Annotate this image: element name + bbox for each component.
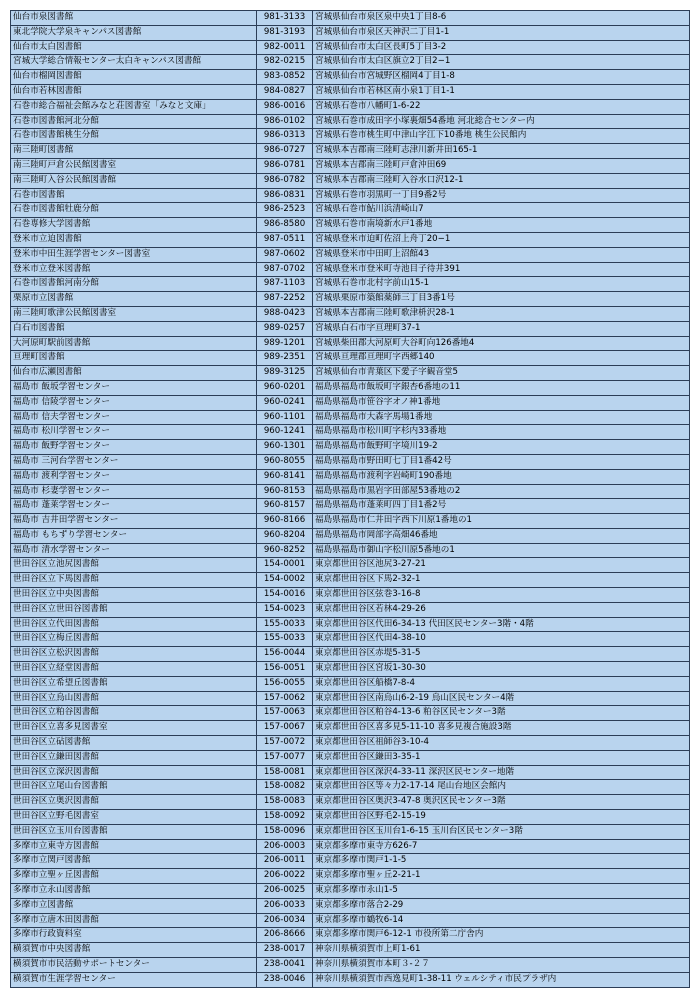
table-row: [11, 943, 690, 958]
address-cell: 宮城県石巻市北村字前山15-1: [313, 277, 690, 292]
postal-code-cell: 960-8153: [257, 484, 313, 499]
postal-code-cell: 960-1301: [257, 440, 313, 455]
postal-code-cell: 987-1103: [257, 277, 313, 292]
table-row: [11, 11, 690, 26]
library-name-cell: 世田谷区立深沢図書館: [11, 765, 257, 780]
postal-code-cell: 989-2351: [257, 351, 313, 366]
library-name-cell: 南三陸町入谷公民館図書館: [11, 173, 257, 188]
postal-code-cell: 960-1241: [257, 425, 313, 440]
library-name-cell: 登米市立登米図書館: [11, 262, 257, 277]
table-row: [11, 454, 690, 469]
postal-code-cell: 986-0102: [257, 114, 313, 129]
postal-code-cell: 206-0022: [257, 869, 313, 884]
postal-code-cell: 986-0781: [257, 158, 313, 173]
library-name-cell: 仙台市泉図書館: [11, 11, 257, 26]
postal-code-cell: 158-0096: [257, 824, 313, 839]
postal-code-cell: 960-8055: [257, 454, 313, 469]
library-name-cell: 南三陸町歌津公民館図書室: [11, 306, 257, 321]
postal-code-cell: 154-0016: [257, 588, 313, 603]
address-cell: 宮城県仙台市宮城野区榴岡4丁目1-8: [313, 70, 690, 85]
postal-code-cell: 986-0016: [257, 99, 313, 114]
library-name-cell: 石巻専修大学図書館: [11, 218, 257, 233]
table-row: [11, 869, 690, 884]
table-row: [11, 232, 690, 247]
postal-code-cell: 981-3193: [257, 25, 313, 40]
address-cell: 福島県福島市野田町七丁目1番42号: [313, 454, 690, 469]
library-name-cell: 世田谷区立粕谷図書館: [11, 706, 257, 721]
address-cell: 宮城県石巻市八幡町1-6-22: [313, 99, 690, 114]
address-cell: 宮城県石巻市成田字小塚裏畑54番地 河北総合センター内: [313, 114, 690, 129]
postal-code-cell: 238-0017: [257, 943, 313, 958]
table-row: [11, 25, 690, 40]
library-name-cell: 福島市 吉井田学習センター: [11, 514, 257, 529]
postal-code-cell: 983-0852: [257, 70, 313, 85]
address-cell: 神奈川県横須賀市西逸見町1-38-11 ウェルシティ市民プラザ内: [313, 972, 690, 987]
address-cell: 宮城県登米市登米町寺池目子待井391: [313, 262, 690, 277]
library-name-cell: 福島市 三河台学習センター: [11, 454, 257, 469]
library-name-cell: 福島市 飯野学習センター: [11, 440, 257, 455]
table-row: [11, 292, 690, 307]
table-row: [11, 484, 690, 499]
library-name-cell: 登米市立迫図書館: [11, 232, 257, 247]
library-name-cell: 多摩市立東寺方図書館: [11, 839, 257, 854]
library-name-cell: 福島市 清水学習センター: [11, 543, 257, 558]
table-row: [11, 898, 690, 913]
postal-code-cell: 982-0011: [257, 40, 313, 55]
postal-code-cell: 987-0602: [257, 247, 313, 262]
address-cell: 宮城県仙台市泉区泉中央1丁目8-6: [313, 11, 690, 26]
table-row: [11, 410, 690, 425]
address-cell: 東京都世田谷区鎌田3-35-1: [313, 750, 690, 765]
table-row: [11, 736, 690, 751]
table-row: [11, 99, 690, 114]
address-cell: 東京都世田谷区等々力2-17-14 尾山台地区会館内: [313, 780, 690, 795]
postal-code-cell: 206-8666: [257, 928, 313, 943]
address-cell: 宮城県栗原市築館薬師三丁目3番1号: [313, 292, 690, 307]
postal-code-cell: 960-1101: [257, 410, 313, 425]
postal-code-cell: 986-0782: [257, 173, 313, 188]
library-name-cell: 石巻市図書館河南分館: [11, 277, 257, 292]
address-cell: 宮城県白石市字亘理町37-1: [313, 321, 690, 336]
library-name-cell: 福島市 松川学習センター: [11, 425, 257, 440]
postal-code-cell: 155-0033: [257, 617, 313, 632]
library-name-cell: 南三陸町戸倉公民館図書室: [11, 158, 257, 173]
postal-code-cell: 158-0092: [257, 810, 313, 825]
address-cell: 東京都世田谷区奥沢3-47-8 奥沢区民センター3階: [313, 795, 690, 810]
library-table-wrapper: [10, 10, 689, 988]
library-name-cell: 世田谷区立下馬図書館: [11, 573, 257, 588]
postal-code-cell: 987-2252: [257, 292, 313, 307]
address-cell: 東京都多摩市関戸6-12-1 市役所第二庁舎内: [313, 928, 690, 943]
address-cell: 福島県福島市大森字馬場1番地: [313, 410, 690, 425]
library-name-cell: 福島市 信夫学習センター: [11, 410, 257, 425]
library-name-cell: 世田谷区立奥沢図書館: [11, 795, 257, 810]
address-cell: 福島県福島市御山字松川原5番地の1: [313, 543, 690, 558]
table-row: [11, 795, 690, 810]
postal-code-cell: 960-8141: [257, 469, 313, 484]
postal-code-cell: 986-0727: [257, 144, 313, 159]
table-row: [11, 321, 690, 336]
address-cell: 東京都世田谷区野毛2-15-19: [313, 810, 690, 825]
library-name-cell: 白石市図書館: [11, 321, 257, 336]
address-cell: 宮城県本吉郡南三陸町歌津枡沢28-1: [313, 306, 690, 321]
address-cell: 東京都世田谷区若林4-29-26: [313, 602, 690, 617]
postal-code-cell: 960-8157: [257, 499, 313, 514]
postal-code-cell: 154-0002: [257, 573, 313, 588]
address-cell: 東京都多摩市聖ヶ丘2-21-1: [313, 869, 690, 884]
postal-code-cell: 206-0003: [257, 839, 313, 854]
library-name-cell: 世田谷区立世田谷図書館: [11, 602, 257, 617]
table-row: [11, 691, 690, 706]
postal-code-cell: 986-2523: [257, 203, 313, 218]
address-cell: 宮城県登米市迫町佐沼上舟丁20−1: [313, 232, 690, 247]
address-cell: 東京都世田谷区喜多見5-11-10 喜多見複合施設3階: [313, 721, 690, 736]
table-row: [11, 380, 690, 395]
table-row: [11, 218, 690, 233]
table-row: [11, 558, 690, 573]
postal-code-cell: 206-0033: [257, 898, 313, 913]
postal-code-cell: 157-0067: [257, 721, 313, 736]
table-row: [11, 351, 690, 366]
library-name-cell: 福島市 信陵学習センター: [11, 395, 257, 410]
table-row: [11, 632, 690, 647]
table-row: [11, 469, 690, 484]
address-cell: 宮城県仙台市太白区旗立2丁目2−1: [313, 55, 690, 70]
address-cell: 福島県福島市飯野町字境川19-2: [313, 440, 690, 455]
library-name-cell: 多摩市立唐木田図書館: [11, 913, 257, 928]
postal-code-cell: 986-8580: [257, 218, 313, 233]
library-name-cell: 世田谷区立野毛図書室: [11, 810, 257, 825]
library-name-cell: 仙台市太白図書館: [11, 40, 257, 55]
table-row: [11, 425, 690, 440]
library-name-cell: 東北学院大学泉キャンパス図書館: [11, 25, 257, 40]
library-name-cell: 世田谷区立玉川台図書館: [11, 824, 257, 839]
table-row: [11, 750, 690, 765]
table-row: [11, 780, 690, 795]
table-row: [11, 247, 690, 262]
address-cell: 福島県福島市松川町字杉内33番地: [313, 425, 690, 440]
table-row: [11, 928, 690, 943]
postal-code-cell: 154-0023: [257, 602, 313, 617]
address-cell: 宮城県本吉郡南三陸町戸倉沖田69: [313, 158, 690, 173]
table-row: [11, 514, 690, 529]
postal-code-cell: 987-0702: [257, 262, 313, 277]
address-cell: 福島県福島市黒岩字田部屋53番地の2: [313, 484, 690, 499]
address-cell: 福島県福島市蓬莱町四丁目1番2号: [313, 499, 690, 514]
postal-code-cell: 206-0034: [257, 913, 313, 928]
library-table: [10, 10, 690, 988]
postal-code-cell: 960-0241: [257, 395, 313, 410]
table-row: [11, 839, 690, 854]
postal-code-cell: 984-0827: [257, 84, 313, 99]
address-cell: 東京都世田谷区下馬2-32-1: [313, 573, 690, 588]
library-name-cell: 世田谷区立経堂図書館: [11, 662, 257, 677]
table-row: [11, 706, 690, 721]
address-cell: 東京都世田谷区池尻3-27-21: [313, 558, 690, 573]
table-row: [11, 114, 690, 129]
address-cell: 宮城県石巻市南境新水戸1番地: [313, 218, 690, 233]
library-name-cell: 世田谷区立中央図書館: [11, 588, 257, 603]
table-row: [11, 366, 690, 381]
address-cell: 東京都多摩市東寺方626-7: [313, 839, 690, 854]
postal-code-cell: 988-0423: [257, 306, 313, 321]
library-name-cell: 石巻市図書館: [11, 188, 257, 203]
library-name-cell: 世田谷区立尾山台図書館: [11, 780, 257, 795]
postal-code-cell: 960-8204: [257, 528, 313, 543]
address-cell: 宮城県仙台市若林区南小泉1丁目1-1: [313, 84, 690, 99]
postal-code-cell: 206-0025: [257, 884, 313, 899]
address-cell: 神奈川県横須賀市本町３-２７: [313, 958, 690, 973]
library-name-cell: 南三陸町図書館: [11, 144, 257, 159]
address-cell: 東京都世田谷区粕谷4-13-6 粕谷区民センター3階: [313, 706, 690, 721]
library-name-cell: 多摩市立図書館: [11, 898, 257, 913]
table-row: [11, 972, 690, 987]
postal-code-cell: 981-3133: [257, 11, 313, 26]
table-row: [11, 647, 690, 662]
postal-code-cell: 960-8252: [257, 543, 313, 558]
table-row: [11, 84, 690, 99]
postal-code-cell: 157-0062: [257, 691, 313, 706]
address-cell: 宮城県登米市中田町上沼館43: [313, 247, 690, 262]
table-row: [11, 158, 690, 173]
table-row: [11, 203, 690, 218]
postal-code-cell: 157-0063: [257, 706, 313, 721]
table-row: [11, 499, 690, 514]
library-name-cell: 石巻市図書館牡鹿分館: [11, 203, 257, 218]
address-cell: 東京都世田谷区玉川台1-6-15 玉川台区民センター3階: [313, 824, 690, 839]
address-cell: 東京都世田谷区南烏山6-2-19 烏山区民センター4階: [313, 691, 690, 706]
library-name-cell: 多摩市立関戸図書館: [11, 854, 257, 869]
table-row: [11, 188, 690, 203]
library-name-cell: 世田谷区立松沢図書館: [11, 647, 257, 662]
library-name-cell: 横須賀市市民活動サポートセンター: [11, 958, 257, 973]
address-cell: 東京都世田谷区弦巻3-16-8: [313, 588, 690, 603]
library-name-cell: 仙台市榴岡図書館: [11, 70, 257, 85]
address-cell: 福島県福島市飯坂町字銀杏6番地の11: [313, 380, 690, 395]
postal-code-cell: 157-0072: [257, 736, 313, 751]
address-cell: 宮城県本吉郡南三陸町入谷水口沢12-1: [313, 173, 690, 188]
postal-code-cell: 156-0055: [257, 676, 313, 691]
table-row: [11, 543, 690, 558]
library-name-cell: 石巻市図書館河北分館: [11, 114, 257, 129]
library-name-cell: 世田谷区立砧図書館: [11, 736, 257, 751]
address-cell: 福島県福島市渡利字岩崎町190番地: [313, 469, 690, 484]
address-cell: 東京都世田谷区船橋7-8-4: [313, 676, 690, 691]
postal-code-cell: 960-0201: [257, 380, 313, 395]
postal-code-cell: 960-8166: [257, 514, 313, 529]
table-row: [11, 277, 690, 292]
library-name-cell: 石巻市図書館桃生分館: [11, 129, 257, 144]
table-row: [11, 602, 690, 617]
postal-code-cell: 158-0081: [257, 765, 313, 780]
table-row: [11, 395, 690, 410]
address-cell: 宮城県仙台市太白区長町5丁目3-2: [313, 40, 690, 55]
address-cell: 東京都世田谷区代田6-34-13 代田区民センター3階・4階: [313, 617, 690, 632]
library-name-cell: 亘理町図書館: [11, 351, 257, 366]
library-name-cell: 仙台市若林図書館: [11, 84, 257, 99]
postal-code-cell: 156-0044: [257, 647, 313, 662]
library-name-cell: 世田谷区立梅丘図書館: [11, 632, 257, 647]
table-row: [11, 129, 690, 144]
table-row: [11, 721, 690, 736]
table-row: [11, 528, 690, 543]
postal-code-cell: 989-3125: [257, 366, 313, 381]
table-row: [11, 55, 690, 70]
library-name-cell: 福島市 蓬莱学習センター: [11, 499, 257, 514]
table-row: [11, 40, 690, 55]
address-cell: 宮城県石巻市鮎川浜清崎山7: [313, 203, 690, 218]
table-row: [11, 70, 690, 85]
library-table-body: [11, 11, 690, 988]
table-row: [11, 765, 690, 780]
library-name-cell: 世田谷区立希望丘図書館: [11, 676, 257, 691]
table-row: [11, 588, 690, 603]
table-row: [11, 144, 690, 159]
library-name-cell: 登米市中田生涯学習センター図書室: [11, 247, 257, 262]
library-name-cell: 世田谷区立池尻図書館: [11, 558, 257, 573]
library-name-cell: 多摩市行政資料室: [11, 928, 257, 943]
library-name-cell: 世田谷区立喜多見図書室: [11, 721, 257, 736]
postal-code-cell: 989-1201: [257, 336, 313, 351]
table-row: [11, 913, 690, 928]
table-row: [11, 440, 690, 455]
table-row: [11, 810, 690, 825]
postal-code-cell: 157-0077: [257, 750, 313, 765]
library-name-cell: 世田谷区立鎌田図書館: [11, 750, 257, 765]
library-name-cell: 宮城大学総合情報センター太白キャンパス図書館: [11, 55, 257, 70]
address-cell: 福島県福島市岡部字高畑46番地: [313, 528, 690, 543]
table-row: [11, 884, 690, 899]
library-name-cell: 福島市 杉妻学習センター: [11, 484, 257, 499]
postal-code-cell: 158-0083: [257, 795, 313, 810]
library-name-cell: 福島市 もちずり学習センター: [11, 528, 257, 543]
postal-code-cell: 158-0082: [257, 780, 313, 795]
table-row: [11, 336, 690, 351]
address-cell: 宮城県本吉郡南三陸町志津川新井田165-1: [313, 144, 690, 159]
address-cell: 宮城県仙台市泉区天神沢二丁目1-1: [313, 25, 690, 40]
address-cell: 東京都世田谷区代田4-38-10: [313, 632, 690, 647]
address-cell: 宮城県仙台市青葉区下愛子字観音堂5: [313, 366, 690, 381]
table-row: [11, 662, 690, 677]
table-row: [11, 573, 690, 588]
postal-code-cell: 986-0313: [257, 129, 313, 144]
address-cell: 福島県福島市笹谷字オノ神1番地: [313, 395, 690, 410]
address-cell: 宮城県石巻市桃生町中津山字江下10番地 桃生公民館内: [313, 129, 690, 144]
address-cell: 宮城県柴田郡大河原町大谷町向126番地4: [313, 336, 690, 351]
library-name-cell: 多摩市立聖ヶ丘図書館: [11, 869, 257, 884]
table-row: [11, 173, 690, 188]
library-name-cell: 栗原市立図書館: [11, 292, 257, 307]
library-name-cell: 石巻市総合福祉会館みなと荘図書室「みなと文庫」: [11, 99, 257, 114]
library-name-cell: 仙台市広瀬図書館: [11, 366, 257, 381]
address-cell: 宮城県亘理郡亘理町字西郷140: [313, 351, 690, 366]
postal-code-cell: 982-0215: [257, 55, 313, 70]
library-name-cell: 世田谷区立代田図書館: [11, 617, 257, 632]
postal-code-cell: 155-0033: [257, 632, 313, 647]
address-cell: 東京都多摩市永山1-5: [313, 884, 690, 899]
postal-code-cell: 154-0001: [257, 558, 313, 573]
table-row: [11, 306, 690, 321]
address-cell: 東京都世田谷区祖師谷3-10-4: [313, 736, 690, 751]
postal-code-cell: 206-0011: [257, 854, 313, 869]
address-cell: 福島県福島市仁井田字西下川原1番地の1: [313, 514, 690, 529]
table-row: [11, 617, 690, 632]
address-cell: 東京都世田谷区赤堤5-31-5: [313, 647, 690, 662]
table-row: [11, 824, 690, 839]
address-cell: 宮城県石巻市羽黒町一丁目9番2号: [313, 188, 690, 203]
address-cell: 東京都世田谷区宮坂1-30-30: [313, 662, 690, 677]
postal-code-cell: 989-0257: [257, 321, 313, 336]
table-row: [11, 958, 690, 973]
table-row: [11, 854, 690, 869]
library-name-cell: 横須賀市中央図書館: [11, 943, 257, 958]
library-name-cell: 大河原町駅前図書館: [11, 336, 257, 351]
address-cell: 東京都多摩市関戸1-1-5: [313, 854, 690, 869]
table-row: [11, 262, 690, 277]
library-name-cell: 横須賀市生涯学習センター: [11, 972, 257, 987]
library-name-cell: 世田谷区立烏山図書館: [11, 691, 257, 706]
library-name-cell: 多摩市立永山図書館: [11, 884, 257, 899]
library-name-cell: 福島市 渡利学習センター: [11, 469, 257, 484]
address-cell: 東京都多摩市鶴牧6-14: [313, 913, 690, 928]
postal-code-cell: 986-0831: [257, 188, 313, 203]
address-cell: 神奈川県横須賀市上町1-61: [313, 943, 690, 958]
table-row: [11, 676, 690, 691]
postal-code-cell: 238-0041: [257, 958, 313, 973]
postal-code-cell: 238-0046: [257, 972, 313, 987]
postal-code-cell: 156-0051: [257, 662, 313, 677]
library-name-cell: 福島市 飯坂学習センター: [11, 380, 257, 395]
address-cell: 東京都世田谷区深沢4-33-11 深沢区民センター地階: [313, 765, 690, 780]
address-cell: 東京都多摩市落合2-29: [313, 898, 690, 913]
postal-code-cell: 987-0511: [257, 232, 313, 247]
